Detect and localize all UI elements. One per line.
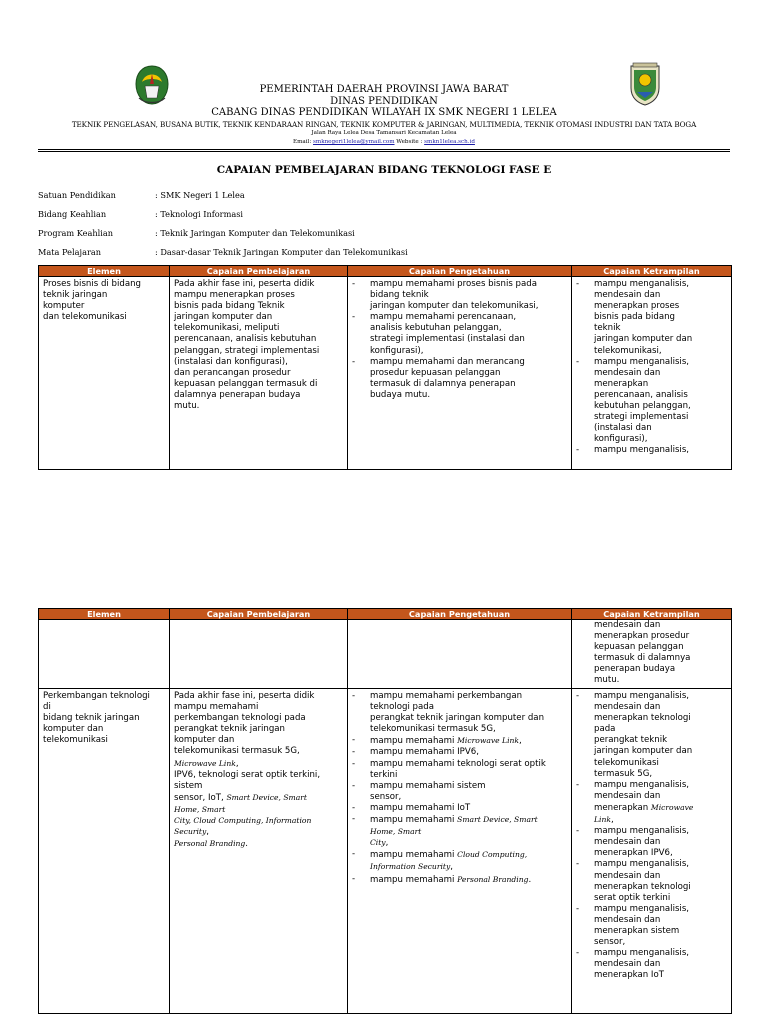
column-header-capaian-pengetahuan: Capaian Pengetahuan — [348, 266, 572, 277]
text-span: mampu memahami — [370, 874, 458, 885]
text-line: termasuk di dalamnya — [594, 653, 691, 664]
info-value: : Teknik Jaringan Komputer dan Telekomunikasi — [155, 228, 355, 238]
text-line: telekomunikasi termasuk 5G, — [370, 724, 496, 735]
text-line: - mampu menganalisis, — [594, 903, 690, 914]
text-line: menerapkan IoT — [594, 970, 664, 981]
text-line: - mampu menganalisis, — [594, 779, 690, 790]
text-line: telekomunikasi — [43, 735, 108, 746]
text-line: mendesain dan — [594, 290, 661, 301]
cell-capaian-ketrampilan — [572, 620, 732, 689]
text-line: Perkembangan teknologi — [43, 691, 150, 701]
list-item — [576, 780, 727, 826]
text-line: - mampu memahami perencanaan, — [370, 312, 517, 323]
text-line: budaya mutu. — [370, 389, 431, 400]
list-item — [352, 691, 567, 735]
list-item — [576, 948, 727, 981]
table-row — [39, 689, 732, 1014]
column-header-capaian-ketrampilan: Capaian Ketrampilan — [572, 266, 732, 277]
header-government-line: PEMERINTAH DAERAH PROVINSI JAWA BARAT — [259, 84, 509, 95]
text-line: bisnis pada bidang — [594, 312, 676, 323]
text-line: - mampu menganalisis, — [594, 826, 690, 837]
text-line: teknologi pada — [370, 702, 434, 713]
text-line: telekomunikasi termasuk 5G, — [174, 746, 300, 757]
punctuation: , — [206, 827, 209, 838]
italic-term: Personal Branding — [457, 874, 529, 884]
list-item — [576, 904, 727, 948]
text-line: - mampu memahami perkembangan — [370, 691, 523, 701]
text-line: konfigurasi), — [594, 434, 648, 445]
punctuation: , — [235, 758, 239, 769]
list-item — [576, 826, 727, 859]
email-link[interactable]: smknegeri1lelea@ymail.com — [313, 139, 395, 145]
cell-capaian-pembelajaran — [170, 277, 348, 470]
text-line: IPV6, teknologi serat optik terkini, — [174, 769, 321, 780]
email-label: Email: — [293, 139, 312, 145]
text-line: - mampu memahami dan merancang — [370, 356, 525, 367]
list-item — [352, 814, 567, 849]
cell-capaian-pengetahuan — [348, 277, 572, 470]
italic-term: Microwave — [650, 802, 694, 812]
table-row — [39, 277, 732, 470]
italic-term: Link — [594, 815, 611, 825]
text-line: - mampu menganalisis, — [594, 691, 690, 701]
text-line: - mampu memahami teknologi serat optik — [370, 758, 546, 769]
text-line: perencanaan, analisis — [594, 389, 688, 400]
text-span: sensor, IoT, — [174, 792, 227, 803]
info-row-program-keahlian — [38, 228, 355, 238]
italic-term: Information Security — [370, 862, 451, 872]
info-row-mata-pelajaran — [38, 247, 408, 257]
italic-term: City, Cloud Computing, Information — [174, 816, 312, 826]
text-line: (instalasi dan konfigurasi), — [174, 356, 288, 367]
italic-term: Home, Smart — [174, 804, 226, 814]
text-line: konfigurasi), — [370, 345, 424, 356]
list-item — [352, 781, 567, 803]
text-span: mampu memahami — [370, 815, 458, 826]
info-key: Bidang Keahlian — [38, 209, 107, 219]
website-label: Website : — [396, 139, 423, 145]
text-line: dan perancangan prosedur — [174, 367, 291, 378]
cell-elemen — [39, 277, 170, 470]
text-line: menerapkan teknologi — [594, 713, 691, 724]
text-line: mendesain dan — [594, 790, 661, 801]
list-item — [352, 759, 567, 781]
text-line: perencanaan, analisis kebutuhan — [174, 334, 317, 345]
text-line: - mampu menganalisis, — [594, 948, 690, 959]
bullet-list — [576, 691, 727, 981]
learning-outcomes-table-continued — [38, 608, 732, 1014]
text-line: serat optik terkini — [594, 892, 671, 903]
italic-term: Smart Device, Smart — [457, 815, 538, 825]
table-row — [39, 620, 732, 689]
text-span: mampu memahami IoT — [370, 802, 471, 813]
text-line: komputer dan — [43, 724, 104, 735]
list-item — [352, 735, 567, 747]
text-line — [174, 826, 343, 838]
punctuation: . — [245, 839, 249, 850]
info-row-satuan-pendidikan — [38, 190, 245, 200]
list-item — [352, 312, 567, 356]
list-item — [352, 849, 567, 873]
text-line: termasuk di dalamnya penerapan — [370, 378, 516, 389]
text-line: dan telekomunikasi — [43, 312, 127, 323]
info-row-bidang-keahlian — [38, 209, 243, 219]
text-line: pelanggan, strategi implementasi — [174, 345, 320, 356]
text-line: mendesain dan — [594, 870, 661, 881]
text-line: pada — [594, 724, 616, 735]
text-line: komputer dan — [174, 735, 235, 746]
text-line: kepuasan pelanggan — [594, 642, 684, 653]
website-link[interactable]: smkn1lelea.sch.id — [424, 139, 475, 145]
info-key: Program Keahlian — [38, 228, 114, 238]
header-divider-double — [38, 151, 730, 152]
text-line: - mampu menganalisis, — [594, 445, 690, 456]
text-line: terkini — [370, 769, 398, 780]
text-line: mutu. — [174, 401, 200, 412]
text-line: jaringan komputer dan telekomunikasi, — [370, 301, 539, 312]
list-item — [576, 445, 727, 456]
text-line — [174, 838, 343, 850]
cell-capaian-pengetahuan — [348, 689, 572, 1014]
text-line: telekomunikasi — [594, 757, 659, 768]
text-line — [370, 814, 567, 826]
header-divider — [38, 149, 730, 150]
document-title: CAPAIAN PEMBELAJARAN BIDANG TEKNOLOGI FASE E — [216, 164, 552, 176]
text-line: mendesain dan — [594, 702, 661, 713]
text-line: di — [43, 702, 51, 713]
text-line: sensor, — [370, 791, 402, 802]
text-line: telekomunikasi, — [594, 345, 662, 356]
text-line: Pada akhir fase ini, peserta didik — [174, 279, 315, 289]
text-line: sensor, — [594, 937, 626, 948]
column-header-capaian-pembelajaran: Capaian Pembelajaran — [170, 609, 348, 620]
text-line: menerapkan prosedur — [594, 631, 690, 642]
info-value: : SMK Negeri 1 Lelea — [155, 190, 245, 200]
italic-term: Security — [174, 827, 207, 837]
text-line: Pada akhir fase ini, peserta didik — [174, 691, 315, 701]
text-line: mendesain dan — [594, 959, 661, 970]
text-line: kepuasan pelanggan termasuk di — [174, 378, 318, 389]
text-line: mendesain dan — [594, 837, 661, 848]
text-line: Proses bisnis di bidang — [43, 279, 142, 289]
italic-term: Cloud Computing, — [457, 850, 528, 860]
text-line: bidang teknik jaringan — [43, 713, 140, 724]
text-line: jaringan komputer dan — [594, 746, 693, 757]
column-header-elemen: Elemen — [39, 266, 170, 277]
list-item — [352, 357, 567, 401]
text-line: perangkat teknik jaringan — [174, 724, 286, 735]
punctuation: , — [450, 862, 453, 873]
italic-term: Personal Branding — [174, 839, 246, 849]
cell-capaian-pengetahuan — [348, 620, 572, 689]
list-item — [576, 691, 727, 780]
italic-term: Microwave Link — [174, 758, 236, 768]
column-header-capaian-pengetahuan: Capaian Pengetahuan — [348, 609, 572, 620]
list-item — [352, 747, 567, 758]
text-line: jaringan komputer dan — [174, 312, 273, 323]
text-span: mampu memahami IPV6, — [370, 747, 479, 758]
header-school-line: CABANG DINAS PENDIDIKAN WILAYAH IX SMK NEGERI 1 LELEA — [211, 107, 557, 118]
column-header-capaian-pembelajaran: Capaian Pembelajaran — [170, 266, 348, 277]
header-programs-line: TEKNIK PENGELASAN, BUSANA BUTIK, TEKNIK KENDARAAN RINGAN, TEKNIK KOMPUTER & JARINGAN, MULTIMEDIA, TEKNIK OTOMASI INDUSTRI DAN TATA BOGA — [71, 120, 697, 129]
text-line: mendesain dan — [594, 914, 661, 925]
italic-term: Smart Device, Smart — [226, 792, 307, 802]
text-line — [174, 758, 343, 770]
text-line: sistem — [174, 780, 203, 791]
text-line: teknik — [594, 323, 621, 334]
text-line — [174, 792, 343, 804]
text-line — [370, 861, 567, 873]
info-value: : Dasar-dasar Teknik Jaringan Komputer dan Telekomunikasi — [155, 247, 408, 257]
text-line: mendesain dan — [594, 367, 661, 378]
text-line: menerapkan sistem — [594, 925, 680, 936]
text-line: prosedur kepuasan pelanggan — [370, 367, 501, 378]
text-line: mampu menerapkan proses — [174, 290, 295, 301]
text-line: perkembangan teknologi pada — [174, 713, 306, 724]
text-line: menerapkan proses — [594, 301, 680, 312]
punctuation: , — [385, 838, 389, 849]
list-item — [352, 803, 567, 814]
bullet-list — [352, 279, 567, 401]
bullet-list — [576, 620, 727, 687]
text-line: dalamnya penerapan budaya — [174, 389, 301, 400]
text-line: menerapkan IPV6, — [594, 848, 673, 859]
header-agency-line: DINAS PENDIDIKAN — [330, 96, 438, 107]
list-item — [352, 279, 567, 312]
text-line: komputer — [43, 301, 85, 312]
header-contact-line — [0, 139, 768, 145]
text-line: penerapan budaya — [594, 664, 676, 675]
punctuation: . — [528, 874, 532, 885]
text-line: strategi implementasi (instalasi dan — [370, 334, 525, 345]
text-span: menerapkan — [594, 802, 651, 813]
text-line: - mampu menganalisis, — [594, 356, 690, 367]
cell-elemen — [39, 620, 170, 689]
text-line — [594, 802, 727, 814]
text-line: mutu. — [594, 675, 620, 686]
text-line: - mampu menganalisis, — [594, 859, 690, 870]
list-item — [576, 279, 727, 357]
text-line: mendesain dan — [594, 620, 661, 630]
text-line: menerapkan — [594, 378, 649, 389]
learning-outcomes-table — [38, 265, 732, 470]
text-line: kebutuhan pelanggan, — [594, 401, 691, 412]
text-line: bidang teknik — [370, 290, 429, 301]
text-span: mampu memahami — [370, 736, 458, 747]
info-key: Satuan Pendidikan — [38, 190, 116, 200]
table-header-row — [39, 609, 732, 620]
cell-capaian-pembelajaran — [170, 620, 348, 689]
text-span: mampu memahami — [370, 850, 458, 861]
column-header-elemen: Elemen — [39, 609, 170, 620]
cell-elemen — [39, 689, 170, 1014]
text-line — [370, 849, 567, 861]
header-address-line: Jalan Raya Lelea Desa Tamansari Kecamatan Lelea — [311, 130, 457, 136]
cell-capaian-ketrampilan — [572, 277, 732, 470]
text-line: telekomunikasi, meliputi — [174, 323, 280, 334]
text-line: - mampu memahami sistem — [370, 780, 486, 791]
list-item — [576, 620, 727, 687]
text-line: mampu memahami — [174, 702, 259, 713]
info-key: Mata Pelajaran — [38, 247, 102, 257]
text-line: strategi implementasi — [594, 412, 689, 423]
italic-term: City — [370, 838, 386, 848]
cell-capaian-ketrampilan — [572, 689, 732, 1014]
table-header-row — [39, 266, 732, 277]
text-line: - mampu memahami proses bisnis pada — [370, 279, 537, 289]
italic-term: Microwave Link — [457, 736, 520, 746]
cell-capaian-pembelajaran — [170, 689, 348, 1014]
italic-term: Home, Smart — [370, 827, 422, 837]
punctuation: , — [519, 736, 522, 747]
text-line: - mampu menganalisis, — [594, 279, 690, 289]
text-line: analisis kebutuhan pelanggan, — [370, 323, 502, 334]
punctuation: , — [610, 815, 614, 826]
bullet-list — [576, 279, 727, 457]
list-item — [576, 859, 727, 903]
column-header-capaian-ketrampilan: Capaian Ketrampilan — [572, 609, 732, 620]
list-item — [576, 357, 727, 446]
info-value: : Teknologi Informasi — [155, 209, 244, 219]
text-line — [370, 837, 567, 849]
list-item — [352, 874, 567, 886]
text-line: (instalasi dan — [594, 423, 652, 434]
text-line: teknik jaringan — [43, 290, 108, 301]
text-line: jaringan komputer dan — [594, 334, 693, 345]
text-line: perangkat teknik jaringan komputer dan — [370, 713, 545, 724]
bullet-list — [352, 691, 567, 886]
text-line: termasuk 5G, — [594, 768, 653, 779]
text-line: perangkat teknik — [594, 735, 668, 746]
text-line: bisnis pada bidang Teknik — [174, 301, 285, 312]
text-line — [594, 814, 727, 826]
text-line: menerapkan teknologi — [594, 881, 691, 892]
